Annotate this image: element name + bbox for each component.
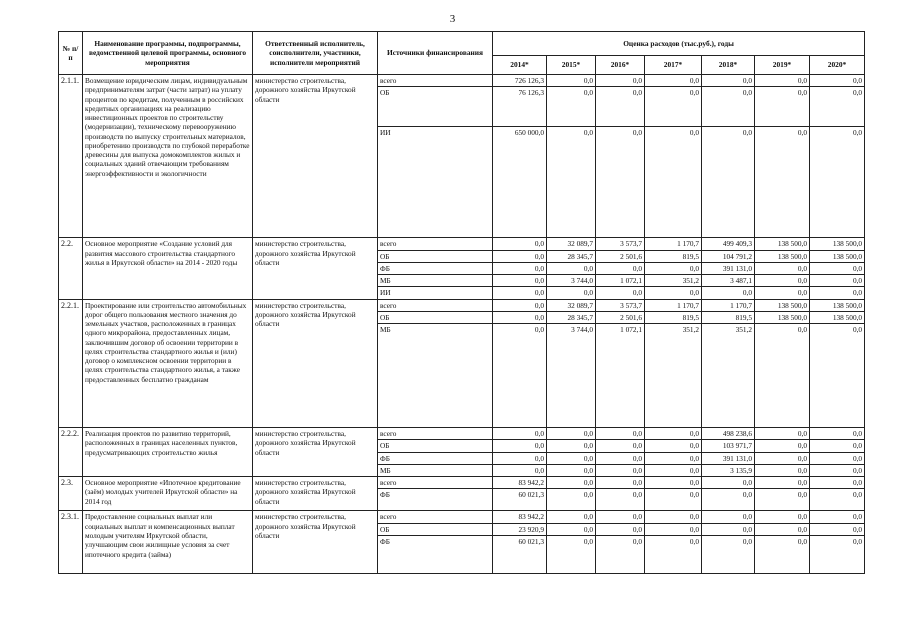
cost-value: 1 072,1 [596, 324, 645, 428]
header-year: 2014* [493, 56, 547, 75]
funding-source: ОБ [378, 523, 493, 535]
row-executor: министерство строительства, дорожного хозяйства Иркутской области [253, 238, 378, 299]
funding-source: ОБ [378, 87, 493, 127]
cost-value: 819,5 [702, 311, 755, 323]
cost-value: 0,0 [810, 87, 865, 127]
row-name: Основное мероприятие «Создание условий для развития массового строительства стандартного жилья в Иркутской области» на 2014 - 2020 годы [83, 238, 253, 299]
cost-value: 83 942,2 [493, 511, 547, 523]
cost-value: 0,0 [645, 489, 702, 511]
cost-value: 138 500,0 [810, 238, 865, 250]
cost-value: 0,0 [493, 287, 547, 299]
cost-value: 0,0 [547, 262, 596, 274]
row-executor: министерство строительства, дорожного хозяйства Иркутской области [253, 75, 378, 238]
row-name: Основное мероприятие «Ипотечное кредитование (заём) молодых учителей Иркутской области» на 2014 год [83, 477, 253, 511]
table-body [59, 75, 865, 574]
cost-value: 0,0 [645, 262, 702, 274]
cost-value: 0,0 [702, 75, 755, 87]
cost-value: 0,0 [596, 535, 645, 573]
cost-value: 0,0 [702, 489, 755, 511]
cost-value: 32 089,7 [547, 238, 596, 250]
cost-value: 0,0 [596, 440, 645, 452]
cost-value: 1 072,1 [596, 275, 645, 287]
table-row [59, 477, 865, 489]
cost-value: 0,0 [702, 127, 755, 238]
cost-value: 0,0 [810, 535, 865, 573]
cost-value: 0,0 [810, 477, 865, 489]
row-executor: министерство строительства, дорожного хозяйства Иркутской области [253, 477, 378, 511]
header-year: 2018* [702, 56, 755, 75]
cost-value: 28 345,7 [547, 250, 596, 262]
cost-value: 0,0 [547, 489, 596, 511]
cost-value: 0,0 [596, 511, 645, 523]
cost-value: 0,0 [755, 324, 810, 428]
cost-value: 0,0 [810, 511, 865, 523]
cost-value: 138 500,0 [755, 299, 810, 311]
funding-source: всего [378, 238, 493, 250]
funding-source: ОБ [378, 440, 493, 452]
cost-value: 499 409,3 [702, 238, 755, 250]
cost-value: 0,0 [755, 489, 810, 511]
cost-value: 0,0 [645, 511, 702, 523]
table-row [59, 428, 865, 440]
funding-source: МБ [378, 464, 493, 476]
cost-value: 60 021,3 [493, 489, 547, 511]
cost-value: 76 126,3 [493, 87, 547, 127]
cost-value: 0,0 [755, 262, 810, 274]
row-number: 2.3.1. [59, 511, 83, 574]
header-name: Наименование программы, подпрограммы, ведомственной целевой программы, основного мероприятия [83, 32, 253, 75]
row-number: 2.2.2. [59, 428, 83, 477]
cost-value: 3 744,0 [547, 324, 596, 428]
row-name: Возмещение юридическим лицам, индивидуальным предпринимателям затрат (части затрат) на уплату процентов по кредитам, полученным в российских кредитных организациях на реализацию инвестиционных проектов по строительству (модернизации), техническому перевооружению производств по выпуску строительных материалов, приобретению производств по глубокой переработке древесины для выпуска домокомплектов жилых и социальных зданий отвечающим требованиям энергоэффективности и экологичности [83, 75, 253, 238]
cost-value: 0,0 [645, 428, 702, 440]
row-executor: министерство строительства, дорожного хозяйства Иркутской области [253, 511, 378, 574]
funding-source: всего [378, 75, 493, 87]
cost-value: 0,0 [596, 477, 645, 489]
cost-value: 1 170,7 [702, 299, 755, 311]
cost-value: 0,0 [755, 523, 810, 535]
cost-value: 138 500,0 [755, 238, 810, 250]
cost-value: 0,0 [755, 428, 810, 440]
cost-value: 391 131,0 [702, 262, 755, 274]
funding-source: МБ [378, 324, 493, 428]
cost-value: 0,0 [493, 262, 547, 274]
cost-value: 391 131,0 [702, 452, 755, 464]
cost-value: 0,0 [645, 464, 702, 476]
cost-value: 0,0 [755, 87, 810, 127]
cost-value: 0,0 [547, 440, 596, 452]
cost-value: 0,0 [596, 452, 645, 464]
cost-value: 0,0 [645, 535, 702, 573]
row-number: 2.2.1. [59, 299, 83, 428]
table-row [59, 511, 865, 523]
header-year: 2015* [547, 56, 596, 75]
cost-value: 0,0 [645, 452, 702, 464]
cost-value: 1 170,7 [645, 299, 702, 311]
funding-source: ИИ [378, 287, 493, 299]
cost-value: 819,5 [645, 311, 702, 323]
cost-value: 0,0 [596, 127, 645, 238]
cost-value: 0,0 [755, 477, 810, 489]
cost-value: 0,0 [810, 464, 865, 476]
cost-value: 0,0 [547, 87, 596, 127]
cost-value: 0,0 [810, 324, 865, 428]
cost-value: 0,0 [645, 440, 702, 452]
cost-value: 0,0 [645, 523, 702, 535]
cost-value: 0,0 [810, 262, 865, 274]
cost-value: 0,0 [755, 511, 810, 523]
cost-value: 0,0 [596, 262, 645, 274]
header-year: 2020* [810, 56, 865, 75]
cost-value: 0,0 [493, 299, 547, 311]
cost-value: 0,0 [547, 477, 596, 489]
cost-value: 138 500,0 [810, 311, 865, 323]
funding-source: всего [378, 299, 493, 311]
cost-value: 0,0 [596, 75, 645, 87]
cost-value: 726 126,3 [493, 75, 547, 87]
cost-value: 0,0 [810, 523, 865, 535]
header-year: 2019* [755, 56, 810, 75]
cost-value: 0,0 [810, 440, 865, 452]
cost-value: 0,0 [547, 75, 596, 87]
cost-value: 0,0 [596, 523, 645, 535]
cost-value: 0,0 [755, 535, 810, 573]
cost-value: 83 942,2 [493, 477, 547, 489]
funding-source: ФБ [378, 535, 493, 573]
row-number: 2.3. [59, 477, 83, 511]
cost-value: 3 744,0 [547, 275, 596, 287]
cost-value: 0,0 [755, 127, 810, 238]
funding-source: всего [378, 511, 493, 523]
cost-value: 0,0 [645, 87, 702, 127]
cost-value: 0,0 [547, 452, 596, 464]
cost-value: 0,0 [810, 452, 865, 464]
row-name: Предоставление социальных выплат или социальных выплат и компенсационных выплат молодым учителям Иркутской области, улучшающим свои жилищные условия за счет ипотечного кредита (займа) [83, 511, 253, 574]
cost-value: 0,0 [547, 511, 596, 523]
expenses-table [58, 31, 865, 574]
cost-value: 23 920,9 [493, 523, 547, 535]
header-cost: Оценка расходов (тыс.руб.), годы [493, 32, 865, 56]
cost-value: 0,0 [547, 535, 596, 573]
cost-value: 0,0 [810, 489, 865, 511]
cost-value: 3 573,7 [596, 299, 645, 311]
cost-value: 103 971,7 [702, 440, 755, 452]
header-year: 2016* [596, 56, 645, 75]
cost-value: 0,0 [702, 477, 755, 489]
funding-source: ФБ [378, 452, 493, 464]
cost-value: 138 500,0 [810, 250, 865, 262]
cost-value: 0,0 [645, 287, 702, 299]
header-num: № п/п [59, 32, 83, 75]
cost-value: 0,0 [547, 464, 596, 476]
header-source: Источники финансирования [378, 32, 493, 75]
cost-value: 0,0 [547, 127, 596, 238]
cost-value: 0,0 [493, 464, 547, 476]
cost-value: 0,0 [493, 250, 547, 262]
cost-value: 650 000,0 [493, 127, 547, 238]
cost-value: 0,0 [493, 311, 547, 323]
cost-value: 0,0 [493, 238, 547, 250]
cost-value: 2 501,6 [596, 311, 645, 323]
cost-value: 0,0 [596, 489, 645, 511]
funding-source: ФБ [378, 489, 493, 511]
row-executor: министерство строительства, дорожного хозяйства Иркутской области [253, 299, 378, 428]
cost-value: 0,0 [702, 535, 755, 573]
funding-source: всего [378, 428, 493, 440]
row-name: Реализация проектов по развитию территорий, расположенных в границах населенных пунктов, предусматривающих строительство жилья [83, 428, 253, 477]
cost-value: 0,0 [596, 428, 645, 440]
cost-value: 0,0 [702, 511, 755, 523]
funding-source: ФБ [378, 262, 493, 274]
cost-value: 0,0 [493, 428, 547, 440]
cost-value: 0,0 [755, 275, 810, 287]
cost-value: 0,0 [810, 275, 865, 287]
cost-value: 0,0 [702, 287, 755, 299]
cost-value: 0,0 [702, 523, 755, 535]
page-number: 3 [449, 13, 456, 25]
funding-source: ОБ [378, 311, 493, 323]
cost-value: 3 573,7 [596, 238, 645, 250]
funding-source: всего [378, 477, 493, 489]
cost-value: 0,0 [755, 75, 810, 87]
funding-source: ИИ [378, 127, 493, 238]
cost-value: 32 089,7 [547, 299, 596, 311]
header-year: 2017* [645, 56, 702, 75]
cost-value: 0,0 [810, 428, 865, 440]
table-row [59, 299, 865, 311]
cost-value: 138 500,0 [810, 299, 865, 311]
cost-value: 2 501,6 [596, 250, 645, 262]
cost-value: 0,0 [702, 87, 755, 127]
funding-source: МБ [378, 275, 493, 287]
cost-value: 0,0 [547, 428, 596, 440]
cost-value: 0,0 [547, 287, 596, 299]
cost-value: 138 500,0 [755, 311, 810, 323]
cost-value: 819,5 [645, 250, 702, 262]
funding-source: ОБ [378, 250, 493, 262]
cost-value: 0,0 [596, 464, 645, 476]
cost-value: 0,0 [493, 275, 547, 287]
cost-value: 498 238,6 [702, 428, 755, 440]
cost-value: 0,0 [810, 75, 865, 87]
cost-value: 351,2 [645, 275, 702, 287]
cost-value: 1 170,7 [645, 238, 702, 250]
cost-value: 0,0 [810, 287, 865, 299]
row-executor: министерство строительства, дорожного хозяйства Иркутской области [253, 428, 378, 477]
row-name: Проектирование или строительство автомобильных дорог общего пользования местного значения до земельных участков, расположенных в границах одного микрорайона, предоставленных лицам, заключившим договор об освоении территории в целях строительства стандартного жилья и (или) договор о комплексном освоении территории в целях строительства стандартного жилья, а также предоставленных бесплатно гражданам [83, 299, 253, 428]
cost-value: 138 500,0 [755, 250, 810, 262]
cost-value: 0,0 [596, 287, 645, 299]
cost-value: 0,0 [645, 127, 702, 238]
row-number: 2.2. [59, 238, 83, 299]
cost-value: 0,0 [755, 464, 810, 476]
cost-value: 0,0 [755, 287, 810, 299]
cost-value: 351,2 [645, 324, 702, 428]
header-executor: Ответственный исполнитель, соисполнители, участники, исполнители мероприятий [253, 32, 378, 75]
table-row [59, 75, 865, 87]
cost-value: 0,0 [755, 440, 810, 452]
cost-value: 0,0 [547, 523, 596, 535]
cost-value: 0,0 [493, 324, 547, 428]
cost-value: 0,0 [493, 452, 547, 464]
cost-value: 0,0 [493, 440, 547, 452]
cost-value: 60 021,3 [493, 535, 547, 573]
cost-value: 3 487,1 [702, 275, 755, 287]
cost-value: 0,0 [596, 87, 645, 127]
cost-value: 0,0 [645, 75, 702, 87]
cost-value: 104 791,2 [702, 250, 755, 262]
cost-value: 0,0 [755, 452, 810, 464]
cost-value: 28 345,7 [547, 311, 596, 323]
cost-value: 0,0 [810, 127, 865, 238]
cost-value: 351,2 [702, 324, 755, 428]
table-header [59, 32, 865, 75]
cost-value: 0,0 [645, 477, 702, 489]
row-number: 2.1.1. [59, 75, 83, 238]
cost-value: 3 135,9 [702, 464, 755, 476]
table-row [59, 238, 865, 250]
